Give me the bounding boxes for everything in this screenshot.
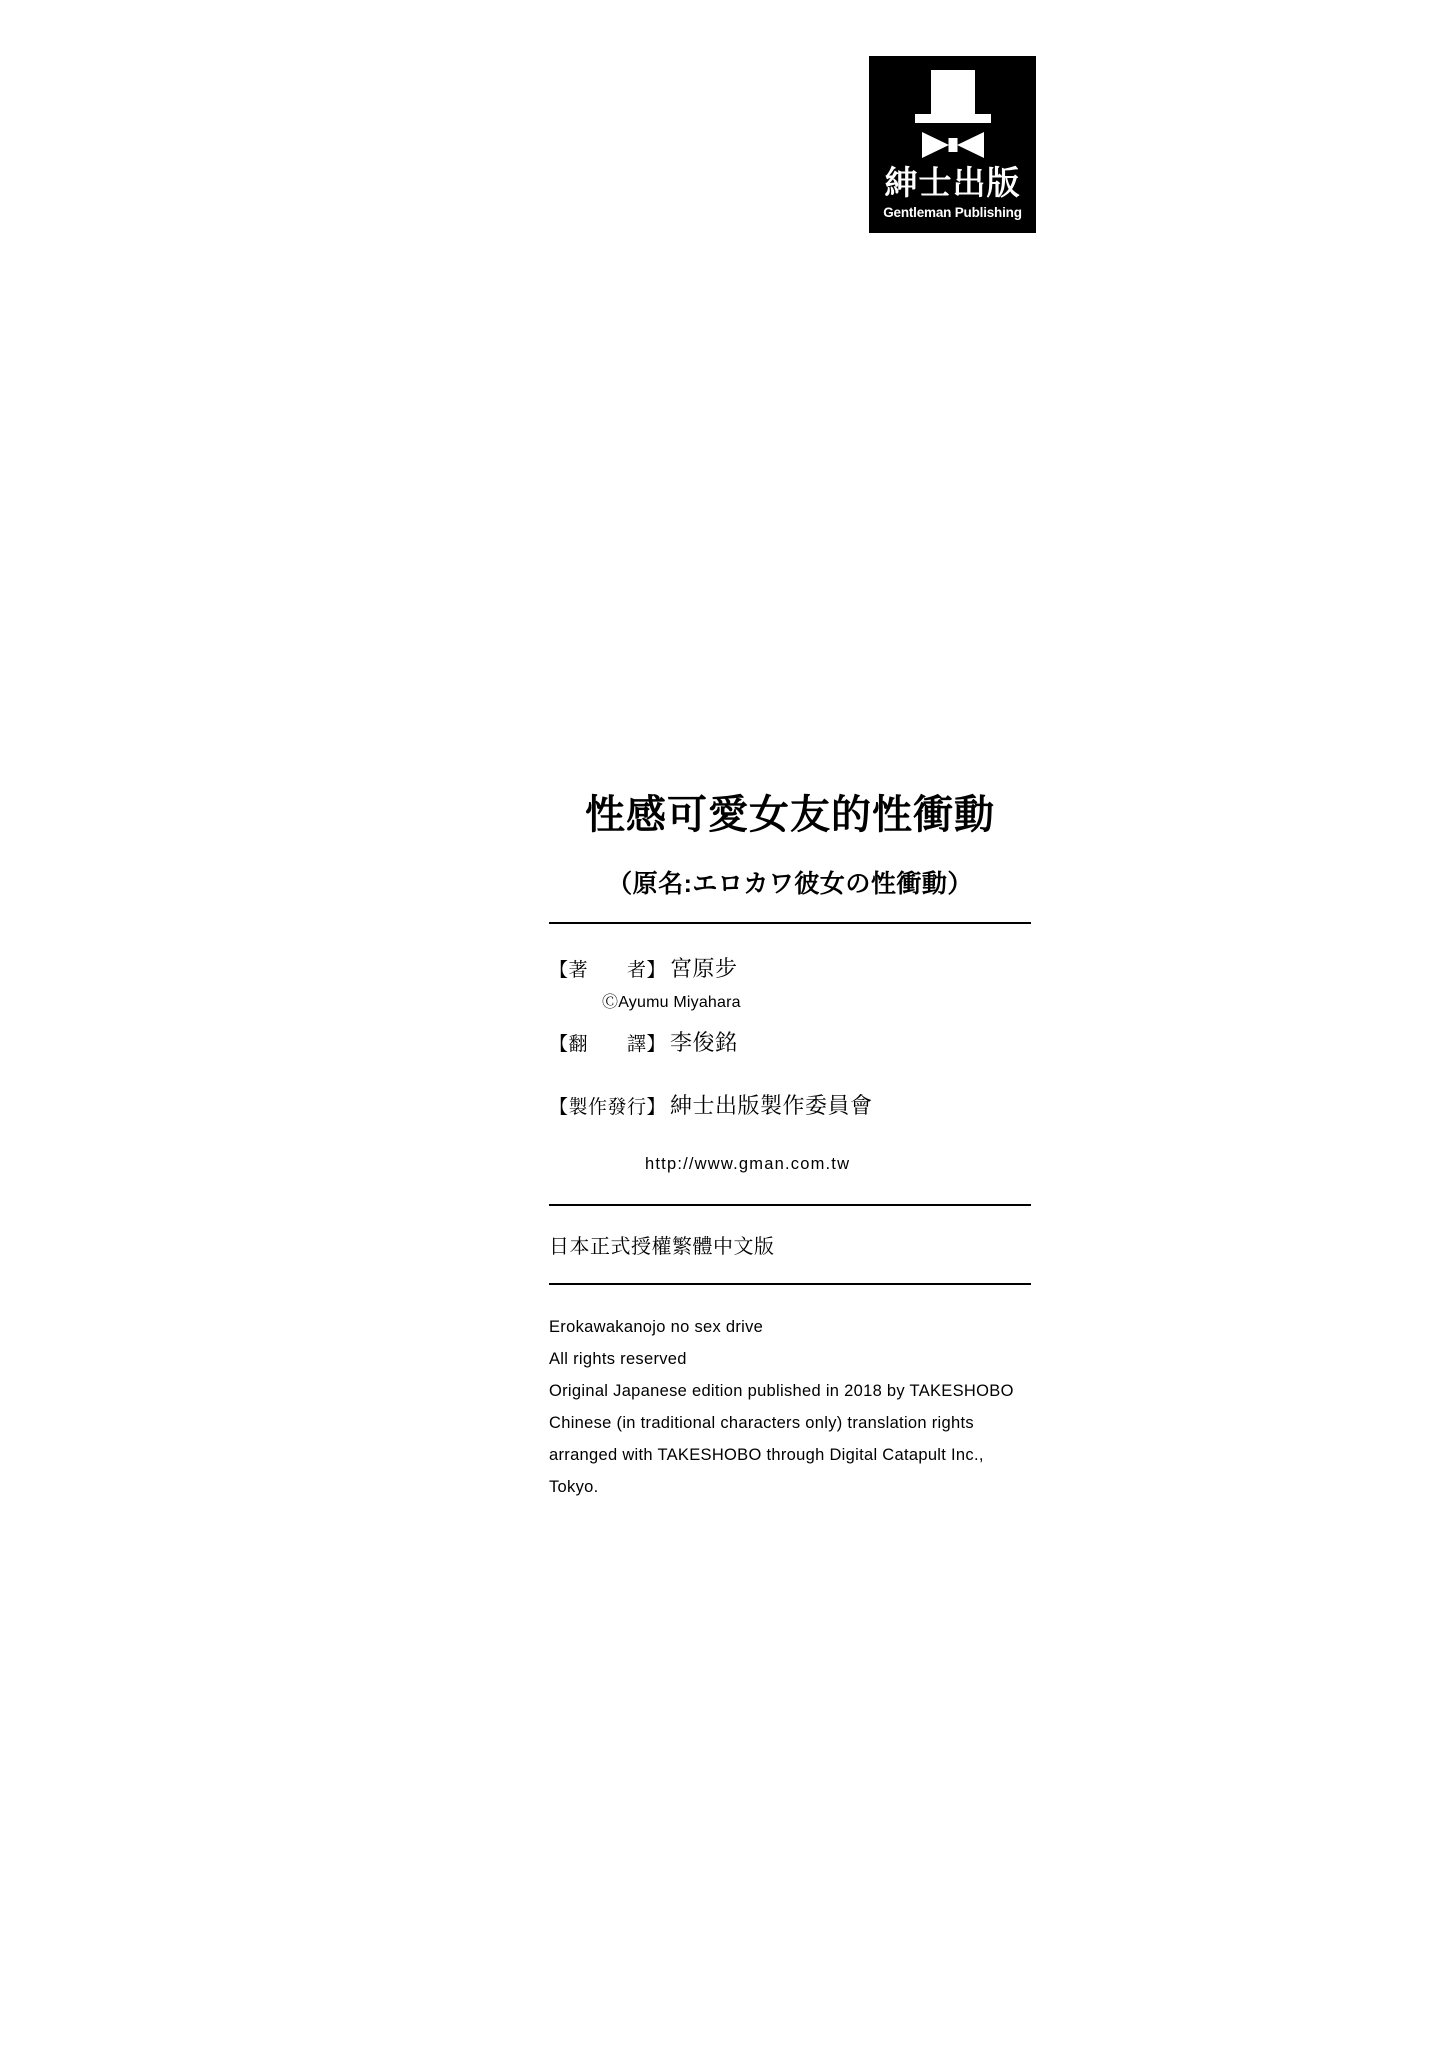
publisher-name-en: Gentleman Publishing [883, 205, 1022, 220]
legal-line: Original Japanese edition published in 2018 by TAKESHOBO [549, 1381, 1014, 1400]
credit-value-author: 宮原步 [670, 956, 738, 981]
credit-value-translator: 李俊銘 [670, 1029, 738, 1055]
divider-top [549, 922, 1031, 924]
credit-row-translator [549, 1026, 1031, 1060]
credit-row-publisher [549, 1089, 1031, 1123]
publisher-name-cn: 紳士出版 [884, 164, 1021, 201]
book-title-original: （原名:エロカワ彼女の性衝動） [607, 870, 973, 898]
divider-middle [549, 1204, 1031, 1206]
legal-line: Chinese (in traditional characters only) translation rights [549, 1414, 974, 1433]
legal-line: arranged with TAKESHOBO through Digital Catapult Inc., [549, 1446, 984, 1465]
legal-notice [549, 1311, 1031, 1504]
book-title-chinese: 性感可愛女友的性衝動 [585, 793, 995, 837]
legal-line: Tokyo. [549, 1478, 599, 1497]
legal-line: All rights reserved [549, 1349, 687, 1368]
legal-line: Erokawakanojo no sex drive [549, 1317, 764, 1336]
credit-label-publisher: 【製作發行】 [549, 1097, 667, 1118]
author-copyright: ⒸAyumu Miyahara [602, 993, 741, 1011]
credits-list [549, 952, 1031, 1123]
bowtie-icon [922, 132, 984, 158]
credit-row-author [549, 952, 1031, 986]
credit-label-author: 【著 者】 [549, 960, 667, 981]
credit-label-translator: 【翻 譯】 [549, 1033, 667, 1055]
colophon [549, 790, 1031, 1504]
divider-bottom [549, 1283, 1031, 1285]
publisher-logo [869, 56, 1036, 233]
credit-value-publisher: 紳士出版製作委員會 [670, 1093, 873, 1118]
license-statement: 日本正式授權繁體中文版 [549, 1235, 775, 1258]
top-hat-icon [915, 70, 991, 123]
publisher-website[interactable]: http://www.gman.com.tw [645, 1154, 851, 1173]
